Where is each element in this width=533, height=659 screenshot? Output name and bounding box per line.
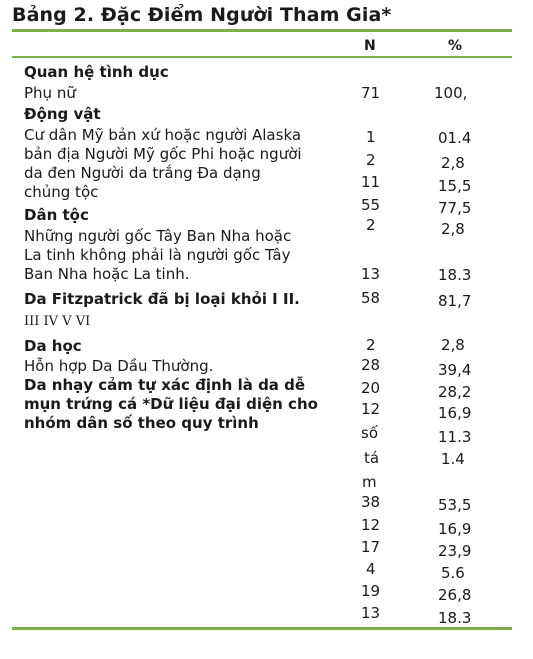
row-label: bản địa Người Mỹ gốc Phi hoặc người (24, 145, 302, 163)
percent-cell: 81,7 (438, 292, 472, 310)
percent-cell: 16,9 (438, 404, 472, 422)
column-header-percent: % (448, 38, 463, 54)
column-header-n: N (364, 38, 376, 54)
percent-cell: 77,5 (438, 199, 472, 217)
percent-cell: 2,8 (441, 220, 465, 238)
percent-cell: 28,2 (438, 383, 472, 401)
n-cell: số (361, 424, 378, 442)
footnote-line: nhóm dân số theo quy trình (24, 414, 259, 432)
percent-cell: 23,9 (438, 542, 472, 560)
top-rule (12, 29, 512, 32)
n-cell: 38 (361, 493, 381, 511)
n-cell: 17 (361, 538, 381, 556)
percent-cell: 18.3 (438, 609, 472, 627)
section-label-skin: Da học (24, 337, 82, 355)
table-title: Bảng 2. Đặc Điểm Người Tham Gia* (12, 4, 392, 26)
footnote-line: mụn trứng cá *Dữ liệu đại diện cho (24, 395, 318, 413)
row-label: chủng tộc (24, 183, 99, 201)
n-cell: 12 (361, 400, 381, 418)
percent-cell: 26,8 (438, 586, 472, 604)
n-cell: 2 (366, 216, 376, 234)
percent-cell: 2,8 (441, 154, 465, 172)
header-rule (12, 56, 512, 58)
n-cell: 58 (361, 289, 381, 307)
percent-cell: 16,9 (438, 520, 472, 538)
percent-cell: 2,8 (441, 336, 465, 354)
percent-cell: 1.4 (441, 450, 465, 468)
row-label: Ban Nha hoặc La tinh. (24, 265, 190, 283)
section-label-ethnicity: Dân tộc (24, 206, 89, 224)
n-cell: tá (364, 449, 380, 467)
n-cell: 13 (361, 265, 381, 283)
n-cell: 71 (361, 84, 381, 102)
row-label: da đen Người da trắng Đa dạng (24, 164, 261, 182)
section-label-animal: Động vật (24, 105, 101, 123)
n-cell: 2 (366, 336, 376, 354)
section-label-fitzpatrick: Da Fitzpatrick đã bị loại khỏi I II. (24, 290, 300, 308)
row-label: III IV V VI (24, 314, 91, 329)
row-label: Hỗn hợp Da Dầu Thường. (24, 357, 214, 375)
row-label: La tinh không phải là người gốc Tây (24, 246, 291, 264)
percent-cell: 18.3 (438, 266, 472, 284)
bottom-rule (12, 627, 512, 630)
percent-cell: 53,5 (438, 496, 472, 514)
section-label-relationship: Quan hệ tình dục (24, 63, 169, 81)
footnote-line: Da nhạy cảm tự xác định là da dễ (24, 376, 306, 394)
n-cell: 19 (361, 582, 381, 600)
n-cell: 20 (361, 379, 381, 397)
percent-cell: 5.6 (441, 564, 465, 582)
n-cell: 2 (366, 151, 376, 169)
n-cell: 11 (361, 173, 381, 191)
row-label: Cư dân Mỹ bản xứ hoặc người Alaska (24, 126, 302, 144)
percent-cell: 01.4 (438, 129, 472, 147)
percent-cell: 39,4 (438, 361, 472, 379)
n-cell: m (362, 473, 377, 491)
percent-cell: 11.3 (438, 428, 472, 446)
n-cell: 28 (361, 356, 381, 374)
n-cell: 4 (366, 560, 376, 578)
percent-cell: 100, (434, 84, 468, 102)
row-label: Phụ nữ (24, 84, 76, 102)
percent-cell: 15,5 (438, 177, 472, 195)
n-cell: 13 (361, 604, 381, 622)
n-cell: 1 (366, 128, 376, 146)
n-cell: 12 (361, 516, 381, 534)
n-cell: 55 (361, 196, 381, 214)
row-label: Những người gốc Tây Ban Nha hoặc (24, 227, 292, 245)
